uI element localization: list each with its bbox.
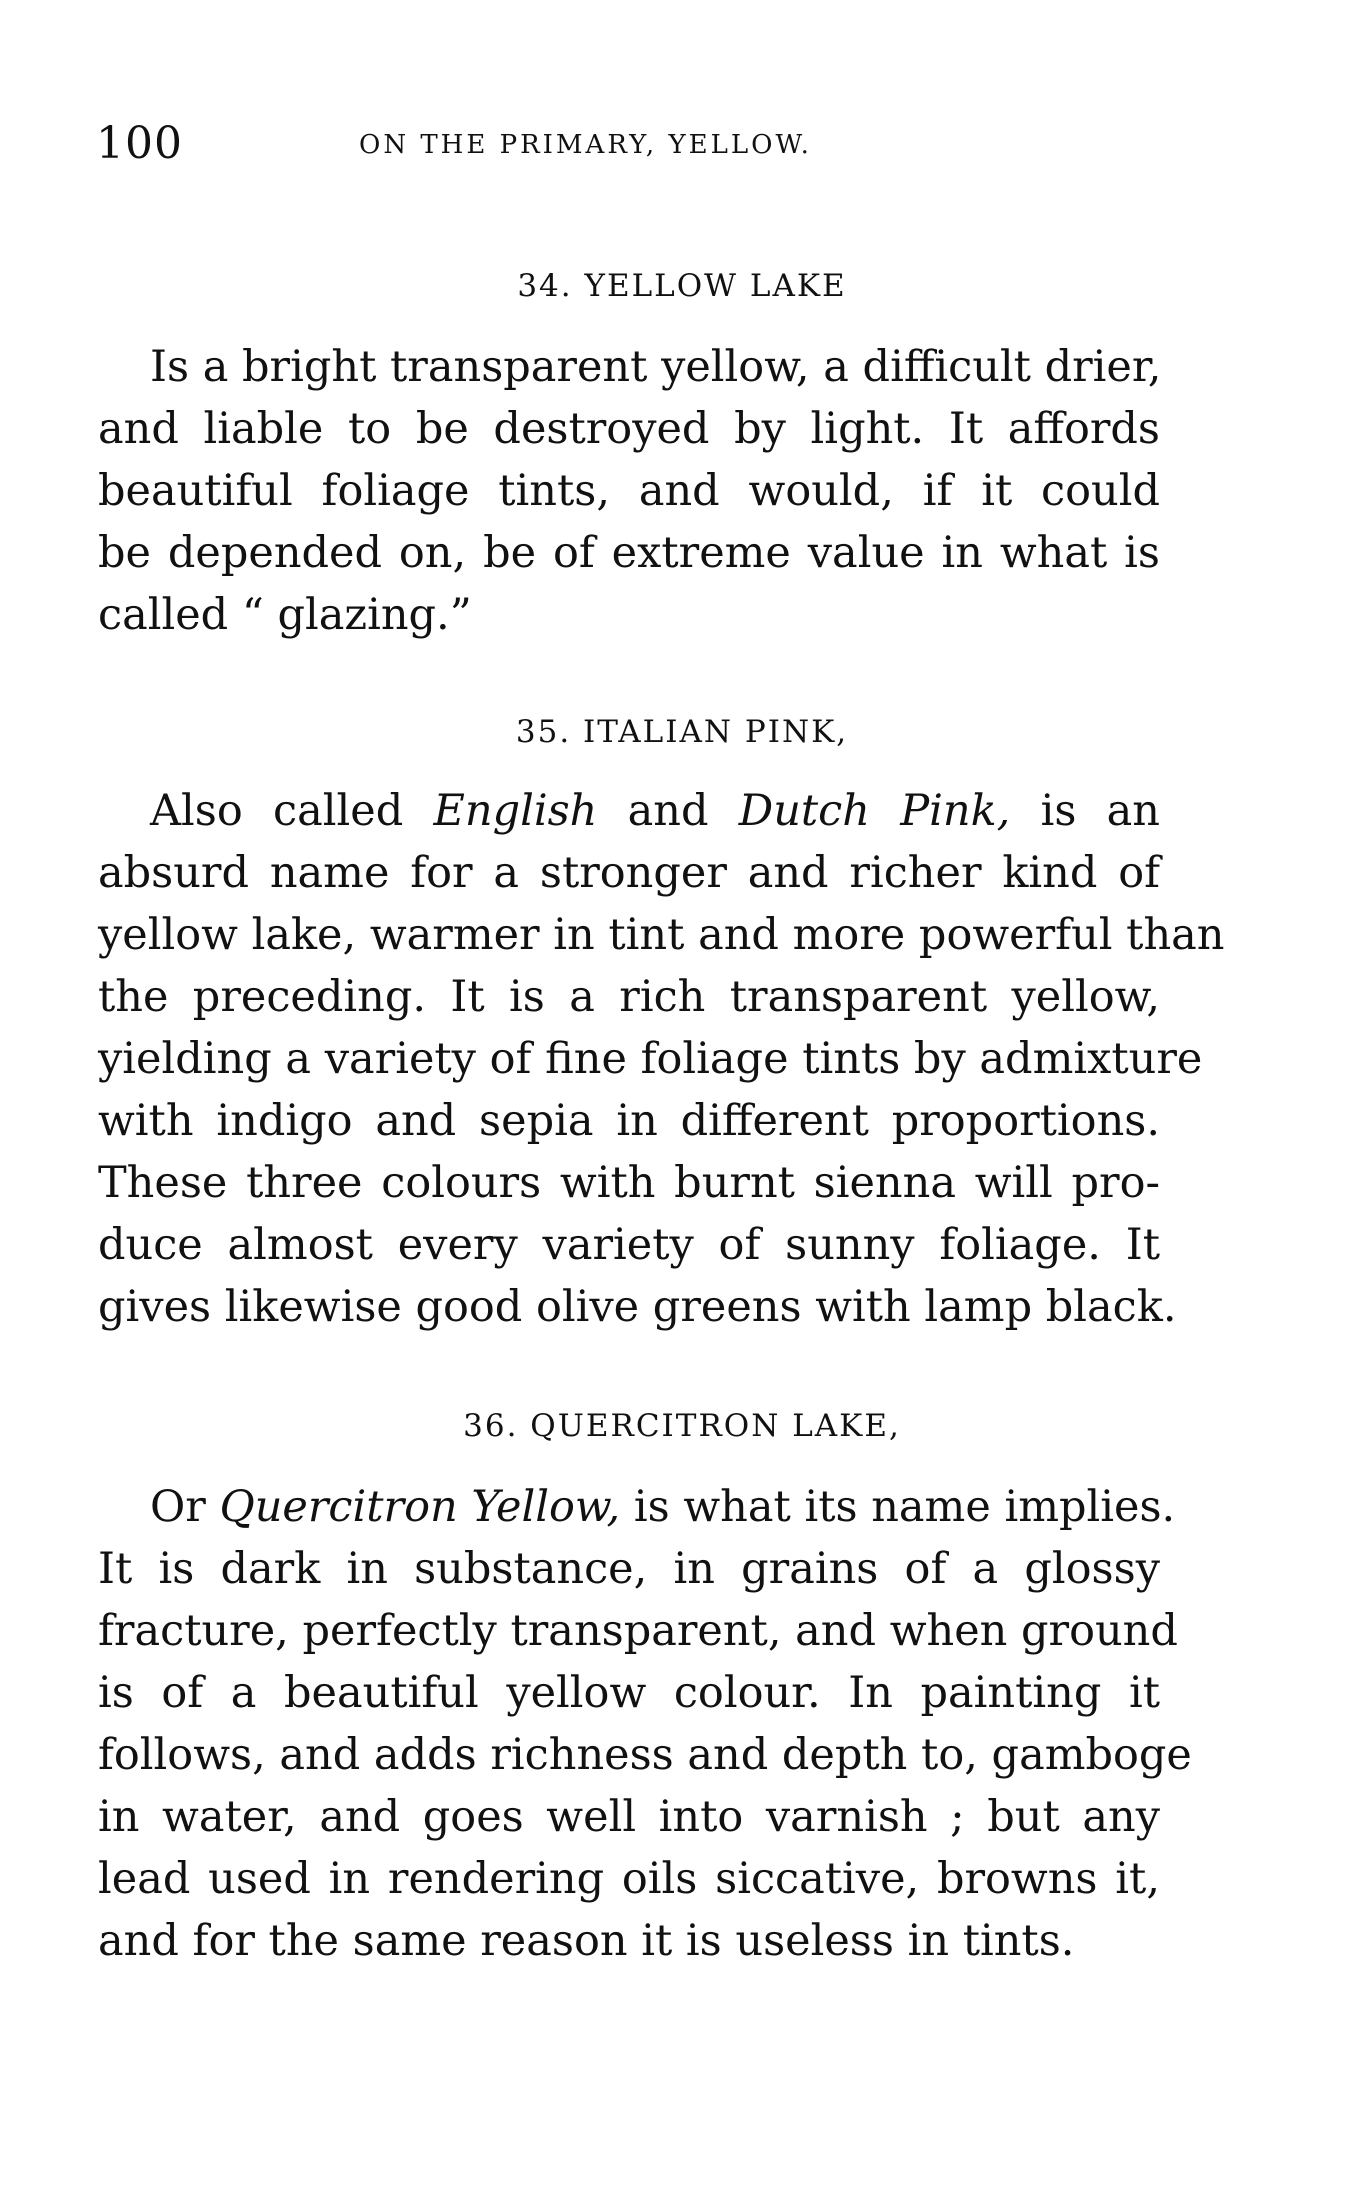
- text-line: is of a beautiful yellow colour. In painting it: [98, 1668, 1160, 1718]
- paragraph-quercitron-lake: [98, 1476, 1192, 1972]
- running-head: [96, 118, 1176, 168]
- text-line: in water, and goes well into varnish ; but any: [98, 1792, 1160, 1842]
- running-title: ON THE PRIMARY, YELLOW.: [359, 130, 812, 160]
- text-line: be depended on, be of extreme value in what is: [98, 528, 1160, 578]
- italic-text: English: [433, 786, 598, 836]
- text-line: the preceding. It is a rich transparent yellow,: [98, 972, 1160, 1022]
- page-number: 100: [96, 118, 183, 169]
- text-line: yellow lake, warmer in tint and more powerful than: [98, 910, 1225, 960]
- text-line: beautiful foliage tints, and would, if it could: [98, 466, 1160, 516]
- section-heading-italian-pink: 35. ITALIAN PINK,: [515, 714, 849, 750]
- text-line: duce almost every variety of sunny foliage. It: [98, 1220, 1160, 1270]
- text-line: and liable to be destroyed by light. It affords: [98, 404, 1160, 454]
- text-line: and for the same reason it is useless in tints.: [98, 1916, 1075, 1966]
- text-line: Is a bright transparent yellow, a difficult drier,: [150, 342, 1162, 392]
- section-heading-yellow-lake: 34. YELLOW LAKE: [517, 268, 847, 304]
- text-line: lead used in rendering oils siccative, browns it,: [98, 1854, 1160, 1904]
- text-run: Or: [150, 1482, 220, 1532]
- text-line: yielding a variety of fine foliage tints by admixture: [98, 1034, 1203, 1084]
- text-line: called “ glazing.”: [98, 590, 472, 640]
- text-line: absurd name for a stronger and richer kind of: [98, 848, 1160, 898]
- text-run: and: [597, 786, 739, 836]
- text-run: Also called: [150, 786, 434, 836]
- text-line: with indigo and sepia in different proportions.: [98, 1096, 1160, 1146]
- italic-text: Dutch Pink,: [738, 786, 1011, 836]
- text-line: [98, 780, 1160, 842]
- section-heading-quercitron-lake: 36. QUERCITRON LAKE,: [463, 1408, 901, 1444]
- text-run: is an: [1010, 786, 1160, 836]
- paragraph-italian-pink: [98, 780, 1225, 1338]
- text-line: [98, 1476, 1176, 1538]
- paragraph-yellow-lake: [98, 336, 1160, 646]
- text-line: gives likewise good olive greens with lamp black.: [98, 1282, 1177, 1332]
- text-line: fracture, perfectly transparent, and when ground: [98, 1606, 1178, 1656]
- text-line: These three colours with burnt sienna will pro-: [98, 1158, 1160, 1208]
- italic-text: Quercitron Yellow,: [219, 1482, 621, 1532]
- text-line: It is dark in substance, in grains of a glossy: [98, 1544, 1160, 1594]
- text-line: follows, and adds richness and depth to, gamboge: [98, 1730, 1192, 1780]
- text-run: is what its name implies.: [620, 1482, 1176, 1532]
